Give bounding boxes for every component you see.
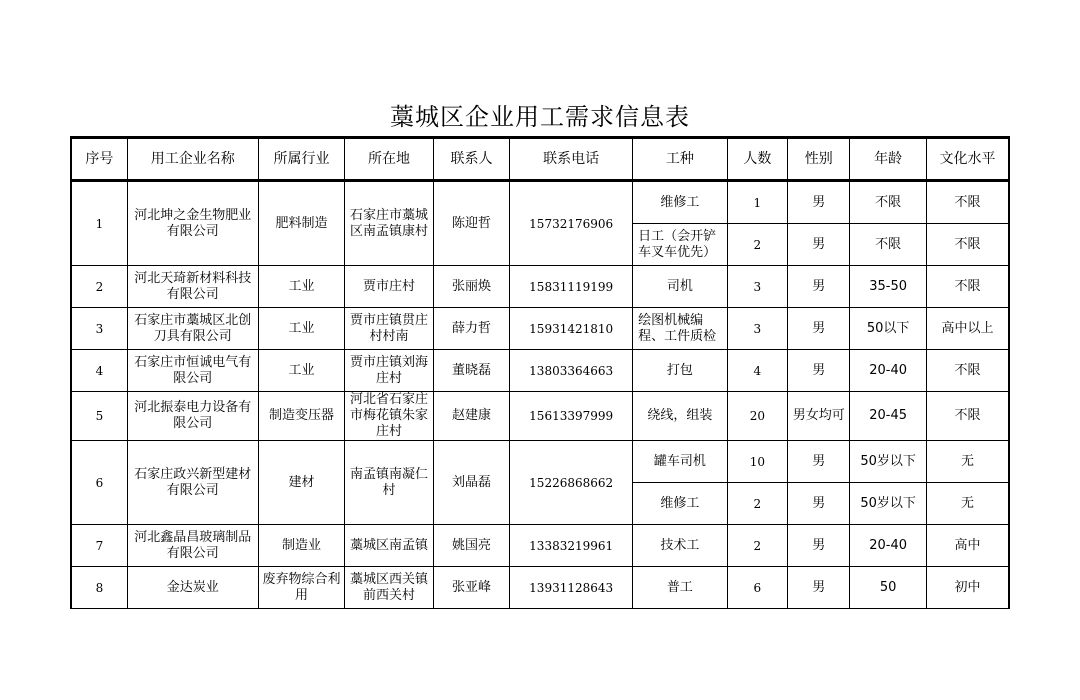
age-requirement: 50 — [850, 567, 926, 609]
row-index: 8 — [71, 567, 127, 609]
contact-person: 张亚峰 — [433, 567, 509, 609]
location: 藁城区西关镇前西关村 — [345, 567, 434, 609]
column-header: 工种 — [633, 138, 728, 181]
job-type: 技术工 — [633, 525, 728, 567]
page-title: 藁城区企业用工需求信息表 — [390, 103, 690, 131]
table-row — [71, 392, 1009, 441]
gender: 男 — [788, 567, 850, 609]
phone-number: 13383219961 — [510, 525, 633, 567]
table-row — [71, 308, 1009, 350]
education-level: 不限 — [926, 224, 1009, 266]
industry: 制造变压器 — [258, 392, 345, 441]
company-name: 金达炭业 — [127, 567, 258, 609]
age-requirement: 20-40 — [850, 350, 926, 392]
location: 河北省石家庄市梅花镇朱家庄村 — [345, 392, 434, 441]
job-type: 维修工 — [633, 181, 728, 224]
gender: 男 — [788, 441, 850, 483]
table-row — [71, 181, 1009, 224]
company-name: 石家庄市藁城区北创刀具有限公司 — [127, 308, 258, 350]
industry: 工业 — [258, 266, 345, 308]
contact-person: 刘晶磊 — [433, 441, 509, 525]
contact-person: 董晓磊 — [433, 350, 509, 392]
location: 南孟镇南凝仁村 — [345, 441, 434, 525]
row-index: 3 — [71, 308, 127, 350]
education-level: 高中 — [926, 525, 1009, 567]
age-requirement: 不限 — [850, 224, 926, 266]
row-index: 2 — [71, 266, 127, 308]
contact-person: 张丽焕 — [433, 266, 509, 308]
gender: 男 — [788, 483, 850, 525]
contact-person: 薛力哲 — [433, 308, 509, 350]
education-level: 不限 — [926, 392, 1009, 441]
headcount: 1 — [727, 181, 787, 224]
headcount: 2 — [727, 224, 787, 266]
row-index: 5 — [71, 392, 127, 441]
age-requirement: 35-50 — [850, 266, 926, 308]
phone-number: 15831119199 — [510, 266, 633, 308]
job-type: 绕线，组装 — [633, 392, 728, 441]
column-header: 用工企业名称 — [127, 138, 258, 181]
gender: 男 — [788, 181, 850, 224]
education-level: 无 — [926, 441, 1009, 483]
column-header: 文化水平 — [926, 138, 1009, 181]
job-type: 日工（会开铲车叉车优先） — [633, 224, 728, 266]
employment-table — [70, 136, 1010, 609]
age-requirement: 50岁以下 — [850, 483, 926, 525]
column-header: 序号 — [71, 138, 127, 181]
company-name: 石家庄政兴新型建材有限公司 — [127, 441, 258, 525]
phone-number: 15732176906 — [510, 181, 633, 266]
company-name: 石家庄市恒诚电气有限公司 — [127, 350, 258, 392]
age-requirement: 50岁以下 — [850, 441, 926, 483]
age-requirement: 不限 — [850, 181, 926, 224]
table-body — [71, 181, 1009, 609]
age-requirement: 20-40 — [850, 525, 926, 567]
headcount: 3 — [727, 266, 787, 308]
headcount: 2 — [727, 525, 787, 567]
location: 贾市庄村 — [345, 266, 434, 308]
row-index: 6 — [71, 441, 127, 525]
contact-person: 姚国亮 — [433, 525, 509, 567]
table-row — [71, 567, 1009, 609]
phone-number: 15931421810 — [510, 308, 633, 350]
company-name: 河北振泰电力设备有限公司 — [127, 392, 258, 441]
table-row — [71, 350, 1009, 392]
location: 藁城区南孟镇 — [345, 525, 434, 567]
contact-person: 赵建康 — [433, 392, 509, 441]
column-header: 性别 — [788, 138, 850, 181]
contact-person: 陈迎哲 — [433, 181, 509, 266]
gender: 男 — [788, 350, 850, 392]
gender: 男 — [788, 266, 850, 308]
phone-number: 15226868662 — [510, 441, 633, 525]
headcount: 6 — [727, 567, 787, 609]
job-type: 罐车司机 — [633, 441, 728, 483]
industry: 建材 — [258, 441, 345, 525]
age-requirement: 20-45 — [850, 392, 926, 441]
gender: 男女均可 — [788, 392, 850, 441]
industry: 肥料制造 — [258, 181, 345, 266]
education-level: 无 — [926, 483, 1009, 525]
job-type: 维修工 — [633, 483, 728, 525]
headcount: 2 — [727, 483, 787, 525]
industry: 工业 — [258, 308, 345, 350]
education-level: 初中 — [926, 567, 1009, 609]
headcount: 10 — [727, 441, 787, 483]
job-type: 普工 — [633, 567, 728, 609]
age-requirement: 50以下 — [850, 308, 926, 350]
phone-number: 15613397999 — [510, 392, 633, 441]
gender: 男 — [788, 525, 850, 567]
phone-number: 13803364663 — [510, 350, 633, 392]
industry: 废弃物综合利用 — [258, 567, 345, 609]
table-row — [71, 266, 1009, 308]
column-header: 联系人 — [433, 138, 509, 181]
location: 贾市庄镇刘海庄村 — [345, 350, 434, 392]
headcount: 20 — [727, 392, 787, 441]
column-header: 所属行业 — [258, 138, 345, 181]
job-type: 绘图机械编程、工件质检 — [633, 308, 728, 350]
industry: 工业 — [258, 350, 345, 392]
company-name: 河北坤之金生物肥业有限公司 — [127, 181, 258, 266]
row-index: 4 — [71, 350, 127, 392]
location: 贾市庄镇贯庄村村南 — [345, 308, 434, 350]
education-level: 不限 — [926, 350, 1009, 392]
table-row — [71, 525, 1009, 567]
column-header: 联系电话 — [510, 138, 633, 181]
row-index: 1 — [71, 181, 127, 266]
industry: 制造业 — [258, 525, 345, 567]
gender: 男 — [788, 224, 850, 266]
gender: 男 — [788, 308, 850, 350]
education-level: 高中以上 — [926, 308, 1009, 350]
location: 石家庄市藁城区南孟镇康村 — [345, 181, 434, 266]
header-row — [71, 138, 1009, 181]
phone-number: 13931128643 — [510, 567, 633, 609]
job-type: 司机 — [633, 266, 728, 308]
headcount: 3 — [727, 308, 787, 350]
job-type: 打包 — [633, 350, 728, 392]
table-row — [71, 441, 1009, 483]
row-index: 7 — [71, 525, 127, 567]
company-name: 河北天琦新材料科技有限公司 — [127, 266, 258, 308]
company-name: 河北鑫晶昌玻璃制品有限公司 — [127, 525, 258, 567]
column-header: 人数 — [727, 138, 787, 181]
education-level: 不限 — [926, 181, 1009, 224]
column-header: 所在地 — [345, 138, 434, 181]
education-level: 不限 — [926, 266, 1009, 308]
column-header: 年龄 — [850, 138, 926, 181]
headcount: 4 — [727, 350, 787, 392]
